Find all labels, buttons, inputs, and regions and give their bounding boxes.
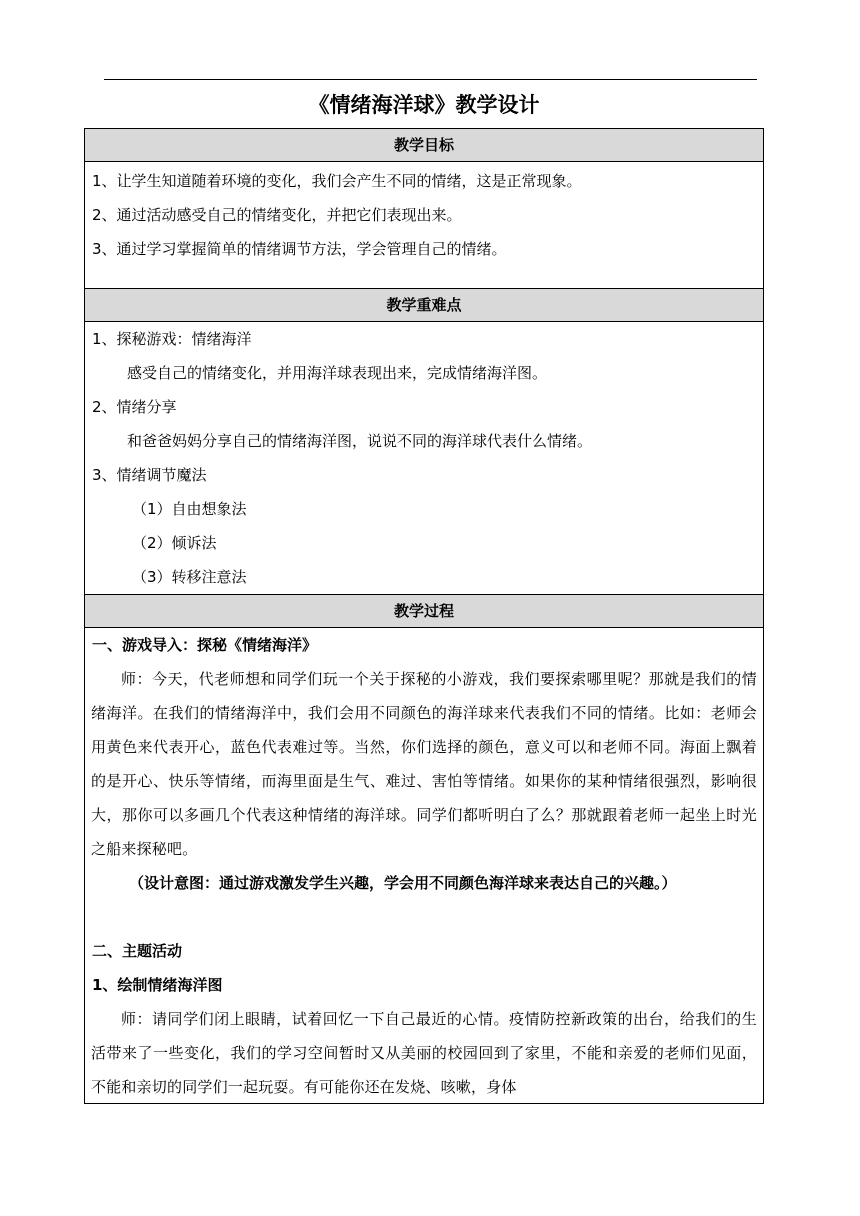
spacer — [85, 900, 763, 934]
document-title: 《情绪海洋球》教学设计 — [308, 93, 540, 117]
key-point-desc: 感受自己的情绪变化，并用海洋球表现出来，完成情绪海洋图。 — [127, 364, 548, 382]
goal-item: 2、通过活动感受自己的情绪变化，并把它们表现出来。 — [92, 206, 462, 224]
design-intent: （设计意图：通过游戏激发学生兴趣，学会用不同颜色海洋球来表达自己的兴趣。） — [129, 874, 677, 892]
goal-item: 3、通过学习掌握简单的情绪调节方法，学会管理自己的情绪。 — [92, 240, 507, 258]
process-section — [85, 628, 763, 1103]
process-heading: 教学过程 — [85, 595, 763, 628]
key-points-heading: 教学重难点 — [85, 289, 763, 322]
goal-item: 1、让学生知道随着环境的变化，我们会产生不同的情绪，这是正常现象。 — [92, 172, 582, 190]
part1-title: 一、游戏导入：探秘《情绪海洋》 — [92, 636, 318, 654]
sub1-title: 1、绘制情绪海洋图 — [92, 976, 223, 994]
key-point-title: 2、情绪分享 — [92, 398, 177, 416]
method-item: （1）自由想象法 — [132, 500, 247, 518]
method-item: （2）倾诉法 — [132, 534, 217, 552]
part1-paragraph: 师：今天，代老师想和同学们玩一个关于探秘的小游戏，我们要探索哪里呢？那就是我们的情绪海洋。在我们的情绪海洋中，我们会用不同颜色的海洋球来代表我们不同的情绪。比如：老师会用黄色来代表开心，蓝色代表难过等。当然，你们选择的颜色，意义可以和老师不同。海面上飘着的是开心、快乐等情绪，而海里面是生气、难过、害怕等情绪。如果你的某种情绪很强烈，影响很大，那你可以多画几个代表这种情绪的海洋球。同学们都听明白了么？那就跟着老师一起坐上时光之船来探秘吧。 — [91, 670, 757, 858]
key-point-title: 1、探秘游戏：情绪海洋 — [92, 330, 252, 348]
key-point-title: 3、情绪调节魔法 — [92, 466, 207, 484]
part2-title: 二、主题活动 — [92, 942, 183, 960]
method-item: （3）转移注意法 — [132, 568, 247, 586]
goals-heading: 教学目标 — [85, 129, 763, 162]
header-rule — [104, 79, 757, 80]
lesson-plan-table — [84, 128, 764, 1104]
goals-section — [85, 164, 763, 289]
key-point-desc: 和爸爸妈妈分享自己的情绪海洋图，说说不同的海洋球代表什么情绪。 — [127, 432, 593, 450]
key-points-section — [85, 322, 763, 595]
sub1-paragraph: 师：请同学们闭上眼睛，试着回忆一下自己最近的心情。疫情防控新政策的出台，给我们的生活带来了一些变化，我们的学习空间暂时又从美丽的校园回到了家里，不能和亲爱的老师们见面，不能和亲切的同学们一起玩耍。有可能你还在发烧、咳嗽，身体 — [91, 1010, 757, 1096]
